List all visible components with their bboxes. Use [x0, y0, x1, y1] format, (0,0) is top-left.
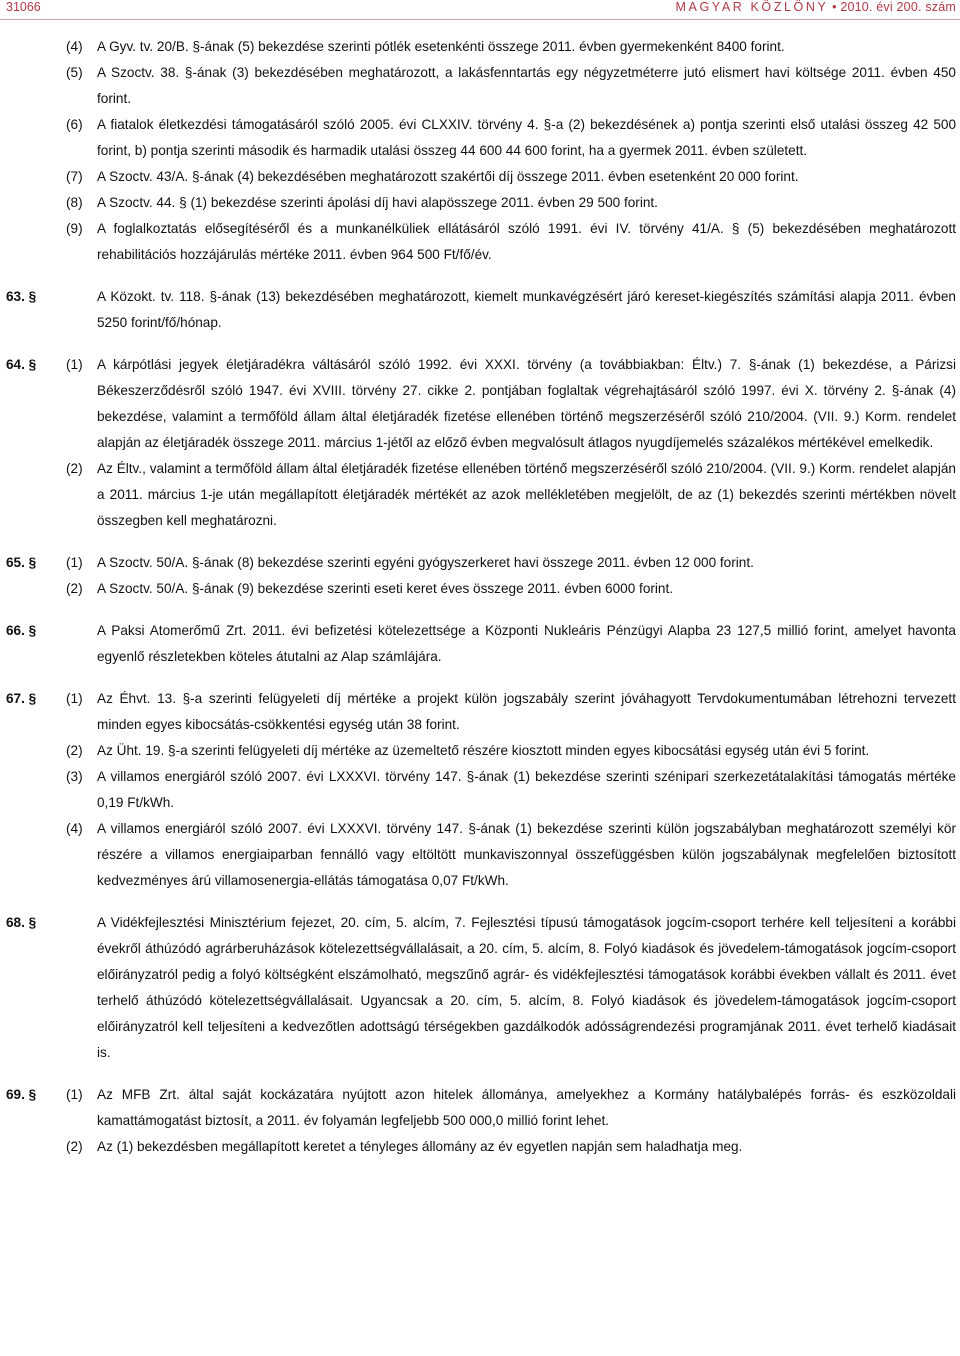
paragraph-item — [0, 164, 960, 190]
paragraph-text: A Szoctv. 50/A. §-ának (9) bekezdése szerinti eseti keret éves összege 2011. évben 6000 forint. — [97, 581, 674, 596]
paragraph-item — [0, 112, 960, 164]
paragraph-label: (1) — [66, 555, 83, 570]
header-divider — [0, 19, 960, 20]
paragraph-label: (6) — [66, 117, 83, 132]
paragraph-text: A Vidékfejlesztési Minisztérium fejezet, 20. cím, 5. alcím, 7. Fejlesztési típusú támogatások jogcím-csoport terhére kell teljesíteni a korábbi évekről áthúzódó agrárberuházások kötelezettségvállalásait, a 20. cím, 5. alcím, 8. Folyó kiadások és jövedelem-támogatások jogcím-csoport előirányzatról pedig a folyó költségként elszámolható, megszűnő agrár- és vidékfejlesztési támogatások korábbi években vállalt és 2011. évet terhelő áthúzódó kötelezettségvállalásait. Ugyancsak a 20. cím, 5. alcím, 8. Folyó kiadások és jövedelem-támogatások jogcím-csoport előirányzatról kell teljesíteni a kedvezőtlen adottságú térségekben gazdálkodók adósságrendezési programjának 2011. évet terhelő kiadásait is. — [97, 915, 956, 1060]
section — [0, 550, 960, 602]
sections-list — [0, 284, 960, 1160]
paragraph-text: A Gyv. tv. 20/B. §-ának (5) bekezdése szerinti pótlék esetenkénti összege 2011. évben gyermekenként 8400 forint. — [97, 39, 785, 54]
paragraph-text: A foglalkoztatás elősegítéséről és a munkanélküliek ellátásáról szóló 1991. évi IV. törvény 41/A. § (5) bekezdésében meghatározott rehabilitációs hozzájárulás mértéke 2011. évben 964 500 Ft/fő/év. — [97, 221, 956, 262]
section-number: 69. § — [6, 1087, 37, 1102]
paragraph-item — [0, 60, 960, 112]
section-number: 67. § — [6, 691, 37, 706]
intro-paragraphs — [0, 34, 960, 268]
paragraph-text: Az Éhvt. 13. §-a szerinti felügyeleti díj mértéke a projekt külön jogszabály szerint jóváhagyott Tervdokumentumában létrehozni tervezett minden egyes kibocsátás-csökkentési egység után 38 forint. — [97, 691, 956, 732]
paragraph-text: Az Üht. 19. §-a szerinti felügyeleti díj mértéke az üzemeltető részére kiosztott minden egyes kibocsátási egység után évi 5 forint. — [97, 743, 870, 758]
paragraph-text: A fiatalok életkezdési támogatásáról szóló 2005. évi CLXXIV. törvény 4. §-a (2) bekezdésének a) pontja szerinti első utalási összeg 42 500 forint, b) pontja szerinti második és harmadik utalási összeg 44 600 44 600 forint, ha a gyermek 2011. évben született. — [97, 117, 956, 158]
paragraph-label: (9) — [66, 221, 83, 236]
paragraph-item — [0, 456, 960, 534]
paragraph-item — [0, 764, 960, 816]
paragraph-label: (8) — [66, 195, 83, 210]
section-number: 64. § — [6, 357, 37, 372]
paragraph-item — [0, 1082, 960, 1134]
paragraph-item — [0, 738, 960, 764]
paragraph-text: A Szoctv. 44. § (1) bekezdése szerinti ápolási díj havi alapösszege 2011. évben 29 500 forint. — [97, 195, 658, 210]
section-number: 68. § — [6, 915, 37, 930]
section — [0, 686, 960, 894]
paragraph-label: (5) — [66, 65, 83, 80]
paragraph-item — [0, 686, 960, 738]
paragraph-item — [0, 1134, 960, 1160]
paragraph-item — [0, 910, 960, 1066]
paragraph-label: (2) — [66, 1139, 83, 1154]
section — [0, 284, 960, 336]
paragraph-item — [0, 816, 960, 894]
paragraph-label: (1) — [66, 1087, 83, 1102]
page-header — [0, 0, 960, 20]
journal-issue: • 2010. évi 200. szám — [832, 0, 956, 14]
paragraph-text: A Szoctv. 38. §-ának (3) bekezdésében meghatározott, a lakásfenntartás egy négyzetméterre jutó elismert havi költsége 2011. évben 450 forint. — [97, 65, 956, 106]
paragraph-label: (1) — [66, 691, 83, 706]
paragraph-text: Az (1) bekezdésben megállapított keretet a tényleges állomány az év egyetlen napján sem haladhatja meg. — [97, 1139, 743, 1154]
section-number: 65. § — [6, 555, 37, 570]
paragraph-text: A Szoctv. 43/A. §-ának (4) bekezdésében meghatározott szakértői díj összege 2011. évben esetenként 20 000 forint. — [97, 169, 799, 184]
paragraph-item — [0, 34, 960, 60]
section-number: 63. § — [6, 289, 37, 304]
paragraph-text: A villamos energiáról szóló 2007. évi LXXXVI. törvény 147. §-ának (1) bekezdése szerinti külön jogszabályban meghatározott személyi kör részére a villamos energiaiparban fennálló vagy eltöltött munkaviszonnyal összefüggésben külön jogszabálynak megfelelően biztosított kedvezményes árú villamosenergia-ellátás támogatása 0,07 Ft/kWh. — [97, 821, 956, 888]
paragraph-text: A kárpótlási jegyek életjáradékra váltásáról szóló 1992. évi XXXI. törvény (a továbbiakban: Éltv.) 7. §-ának (1) bekezdése, a Párizsi Békeszerződésről szóló 1947. évi XVIII. törvény 27. cikke 2. pontjában foglaltak végrehajtásáról szóló 1997. évi X. törvény 2. §-ának (4) bekezdése, valamint a termőföld állam által életjáradék fizetése ellenében történő megszerzéséről szóló 210/2004. (VII. 9.) Korm. rendelet alapján az életjáradék összege 2011. március 1-jétől az előző évben megvalósult átlagos nyugdíjemelés százalékos mértékével emelkedik. — [97, 357, 956, 450]
paragraph-text: A Paksi Atomerőmű Zrt. 2011. évi befizetési kötelezettsége a Központi Nukleáris Pénzügyi Alapba 23 127,5 millió forint, amelyet havonta egyenlő részletekben köteles átutalni az Alap számlájára. — [97, 623, 956, 664]
paragraph-text: Az MFB Zrt. által saját kockázatára nyújtott azon hitelek állománya, amelyekhez a Kormány hatálybalépés forrás- és eszközoldali kamattámogatást biztosít, a 2011. év folyamán legfeljebb 500 000,0 millió forint lehet. — [97, 1087, 956, 1128]
paragraph-item — [0, 284, 960, 336]
page-number: 31066 — [6, 0, 41, 14]
paragraph-item — [0, 190, 960, 216]
paragraph-text: A Szoctv. 50/A. §-ának (8) bekezdése szerinti egyéni gyógyszerkeret havi összege 2011. évben 12 000 forint. — [97, 555, 754, 570]
journal-name: MAGYAR KÖZLÖNY — [675, 0, 829, 14]
section-number: 66. § — [6, 623, 37, 638]
paragraph-item — [0, 550, 960, 576]
section — [0, 352, 960, 534]
paragraph-label: (3) — [66, 769, 83, 784]
paragraph-label: (2) — [66, 461, 83, 476]
paragraph-text: Az Éltv., valamint a termőföld állam által életjáradék fizetése ellenében történő megszerzéséről szóló 210/2004. (VII. 9.) Korm. rendelet alapján a 2011. március 1-je után megállapított életjáradék mértékét az azok mellékletében megjelölt, de az (1) bekezdés szerinti mértékben növelt összegben kell meghatározni. — [97, 461, 956, 528]
paragraph-text: A villamos energiáról szóló 2007. évi LXXXVI. törvény 147. §-ának (1) bekezdése szerinti szénipari szerkezetátalakítási támogatás mértéke 0,19 Ft/kWh. — [97, 769, 956, 810]
paragraph-item — [0, 576, 960, 602]
paragraph-label: (4) — [66, 39, 83, 54]
paragraph-label: (4) — [66, 821, 83, 836]
paragraph-label: (2) — [66, 581, 83, 596]
paragraph-text: A Közokt. tv. 118. §-ának (13) bekezdésében meghatározott, kiemelt munkavégzésért járó kereset-kiegészítés számítási alapja 2011. évben 5250 forint/fő/hónap. — [97, 289, 956, 330]
paragraph-item — [0, 352, 960, 456]
section — [0, 910, 960, 1066]
journal-title — [676, 0, 956, 14]
paragraph-item — [0, 216, 960, 268]
section — [0, 618, 960, 670]
paragraph-label: (2) — [66, 743, 83, 758]
paragraph-item — [0, 618, 960, 670]
document-body — [0, 34, 960, 1160]
section — [0, 1082, 960, 1160]
paragraph-label: (7) — [66, 169, 83, 184]
paragraph-label: (1) — [66, 357, 83, 372]
